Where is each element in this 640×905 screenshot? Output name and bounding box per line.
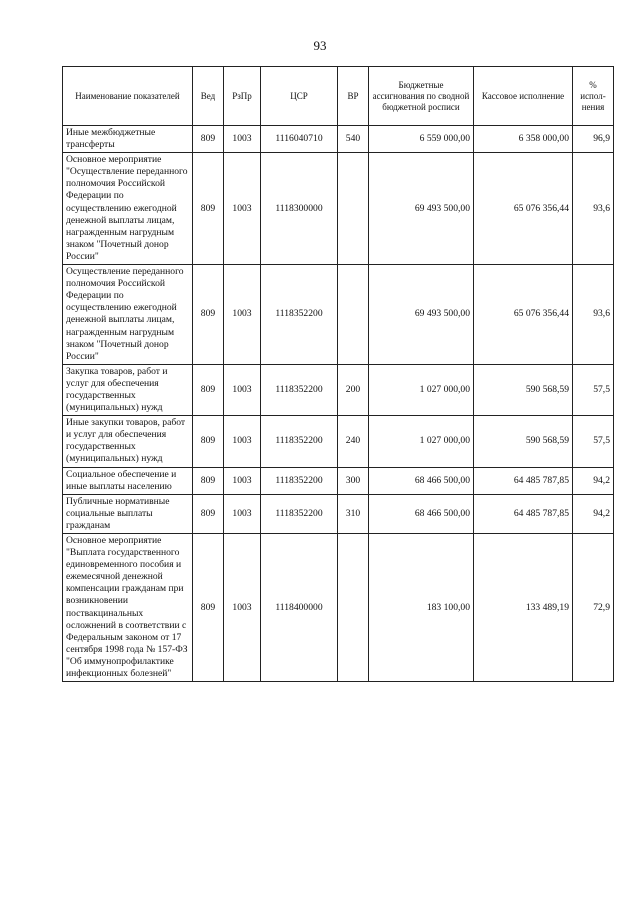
row-rzpr-cell: 1003 [224,364,261,415]
header-rzpr: РзПр [224,67,261,126]
row-cash-cell: 590 568,59 [474,416,573,467]
row-vr-cell: 540 [338,126,369,153]
row-budget-cell: 1 027 000,00 [369,416,474,467]
row-cash-cell: 590 568,59 [474,364,573,415]
header-cash: Кассовое исполнение [474,67,573,126]
row-rzpr-cell: 1003 [224,265,261,365]
row-name-cell: Осуществление переданного полномочия Российской Федерации по осуществлению ежегодной денежной выплаты лицам, награжденным нагрудным знаком "Почетный донор России" [63,265,193,365]
row-name-cell: Закупка товаров, работ и услуг для обеспечения государственных (муниципальных) нужд [63,364,193,415]
row-ved-cell: 809 [193,265,224,365]
row-vr-cell [338,265,369,365]
row-rzpr-cell: 1003 [224,467,261,494]
row-budget-cell: 68 466 500,00 [369,467,474,494]
row-rzpr-cell: 1003 [224,126,261,153]
row-rzpr-cell: 1003 [224,494,261,533]
header-name: Наименование показателей [63,67,193,126]
row-cash-cell: 133 489,19 [474,534,573,682]
row-vr-cell: 200 [338,364,369,415]
row-ved-cell: 809 [193,126,224,153]
header-csr: ЦСР [261,67,338,126]
header-budget: Бюджетные ассигнования по сводной бюджетной росписи [369,67,474,126]
row-budget-cell: 69 493 500,00 [369,265,474,365]
row-csr-cell: 1118400000 [261,534,338,682]
row-budget-cell: 183 100,00 [369,534,474,682]
row-csr-cell: 1118352200 [261,265,338,365]
row-cash-cell: 65 076 356,44 [474,153,573,265]
table-header-row [63,67,614,126]
row-csr-cell: 1118352200 [261,494,338,533]
row-percent-cell: 57,5 [573,364,614,415]
row-csr-cell: 1118352200 [261,467,338,494]
header-percent: % испол-нения [573,67,614,126]
row-vr-cell: 310 [338,494,369,533]
row-percent-cell: 94,2 [573,467,614,494]
row-vr-cell [338,534,369,682]
row-csr-cell: 1118352200 [261,416,338,467]
row-budget-cell: 69 493 500,00 [369,153,474,265]
row-percent-cell: 93,6 [573,265,614,365]
row-csr-cell: 1118300000 [261,153,338,265]
budget-execution-table [62,66,614,682]
row-csr-cell: 1116040710 [261,126,338,153]
row-vr-cell [338,153,369,265]
table-row [63,265,614,365]
table-row [63,153,614,265]
row-vr-cell: 240 [338,416,369,467]
row-name-cell: Иные межбюджетные трансферты [63,126,193,153]
row-ved-cell: 809 [193,467,224,494]
row-ved-cell: 809 [193,534,224,682]
table-row [63,467,614,494]
row-vr-cell: 300 [338,467,369,494]
row-name-cell: Основное мероприятие "Осуществление переданного полномочия Российской Федерации по осуществлению ежегодной денежной выплаты лицам, награжденным нагрудным знаком "Почетный донор России" [63,153,193,265]
row-percent-cell: 57,5 [573,416,614,467]
table-row [63,534,614,682]
row-name-cell: Социальное обеспечение и иные выплаты населению [63,467,193,494]
row-ved-cell: 809 [193,364,224,415]
row-cash-cell: 65 076 356,44 [474,265,573,365]
row-budget-cell: 1 027 000,00 [369,364,474,415]
row-cash-cell: 64 485 787,85 [474,494,573,533]
table-row [63,126,614,153]
header-ved: Вед [193,67,224,126]
table-row [63,364,614,415]
row-csr-cell: 1118352200 [261,364,338,415]
row-ved-cell: 809 [193,416,224,467]
row-name-cell: Публичные нормативные социальные выплаты гражданам [63,494,193,533]
table-row [63,416,614,467]
row-rzpr-cell: 1003 [224,416,261,467]
header-vr: ВР [338,67,369,126]
row-rzpr-cell: 1003 [224,153,261,265]
row-name-cell: Иные закупки товаров, работ и услуг для обеспечения государственных (муниципальных) нужд [63,416,193,467]
row-rzpr-cell: 1003 [224,534,261,682]
row-percent-cell: 93,6 [573,153,614,265]
row-budget-cell: 6 559 000,00 [369,126,474,153]
row-budget-cell: 68 466 500,00 [369,494,474,533]
page-number: 93 [313,38,327,53]
table-row [63,494,614,533]
row-percent-cell: 72,9 [573,534,614,682]
row-percent-cell: 94,2 [573,494,614,533]
row-ved-cell: 809 [193,153,224,265]
row-percent-cell: 96,9 [573,126,614,153]
row-ved-cell: 809 [193,494,224,533]
row-name-cell: Основное мероприятие "Выплата государственного единовременного пособия и ежемесячной денежной компенсации гражданам при возникновении поствакцинальных осложнений в соответствии с Федеральным законом от 17 сентября 1998 года № 157-ФЗ "Об иммунопрофилактике инфекционных болезней" [63,534,193,682]
row-cash-cell: 64 485 787,85 [474,467,573,494]
row-cash-cell: 6 358 000,00 [474,126,573,153]
